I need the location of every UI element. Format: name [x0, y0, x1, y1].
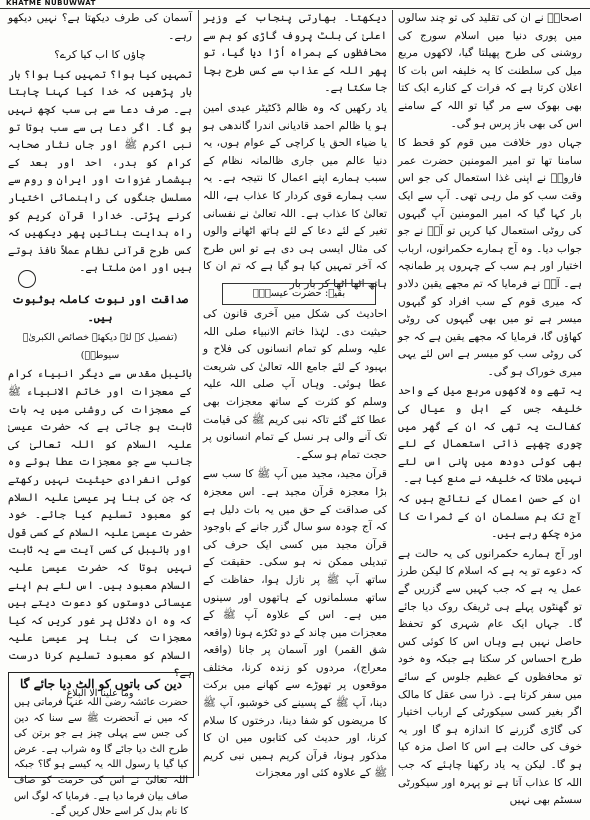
- paragraph: قرآن مجید، مجید میں آپ ﷺ کا سب سے بڑا معجزہ قرآن مجید ہے۔ اس معجزہ کی صداقت کے حق میں یہ بات دلیل ہے کہ آج چودہ سو سال گزر جانے کے باوجود قرآن مجید میں کسی ایک حرف کی تبدیلی ممکن نہ ہو سکی۔ حقیقت کے ساتھ آپ ﷺ پر نازل ہوا، حفاظت کے ساتھ مسلمانوں کے ہاتھوں اور سینوں میں ہے۔ اس کے علاوہ آپ ﷺ کے معجزات میں چاند کے دو ٹکڑے ہونا (واقعہ شق القمر) اور آسمان پر جانا (واقعہ معراج)، مردوں کو زندہ کرنا، مختلف موقعوں پر تھوڑے سے کھانے میں برکت دینا، آپ ﷺ کے پسینے کی خوشبو، آپ ﷺ کا مریضوں کو شفا دینا، درختوں کا سلام کرنا، اور حدیث کی کتابوں میں ان کا مذکور ہونا، قرآن کریم ہمیں نبی کریم ﷺ کے علاوہ کئی اور معجزات: [203, 468, 387, 780]
- masthead-title: KHATME NUBUWWAT: [6, 0, 96, 7]
- paragraph: جہاں دور خلافت میں قوم کو قحط کا سامنا تھا تو امیر المومنین حضرت عمر فاروقؓ نے اپنی غذا استعمال کی جو اس وقت سب کو مل رہی تھی۔ آپ سے ایک بار کہا گیا کہ امیر المومنین آپ گیہوں کی روٹی استعمال کیا کریں تو آپؓ نے جو جواب دیا۔ وہ آج ہمارے حکمرانوں، ارباب اختیار اور ہم سب کے چہروں پر طمانچہ ہے۔ آپؓ نے فرمایا کہ تم مجھے یقین دلادو کہ میری قوم کے سب افراد کو گیہوں میسر ہے تو میں بھی گیہوں کی روٹی کھاؤں گا، فرمایا کہ مجھے یقین ہے کہ جو کی روٹی سب کو میسر ہے اس لئے یہی میری خوراک ہو گی۔: [398, 137, 582, 378]
- section-title: صداقت اور نبوت کاملہ بوثبوت ہیں۔: [11, 294, 189, 324]
- paragraph: بائیبل مقدس سے دیگر انبیاء کرام کے معجزات اور خاتم الانبیاء ﷺ کے معجزات کی روشنی میں یہ بات ثابت ہو جاتی ہے کہ حضرت عیسیٰ علیہ السلام کو اللہ تعالیٰ کی جانب سے جو معجزات عطا ہوئے وہ کوئی انفرادی حیثیت نہیں رکھتے کہ جن کی بنا پر عیسیٰ علیہ السلام کو معبود تسلیم کیا جائے۔ خود حضرت عیسیٰ علیہ السلام کے کسی قول اور بائیبل کی کسی آیت سے یہ ثابت نہیں ہوتا کہ حضرت عیسیٰ علیہ السلام معبود ہیں۔ اس لئے ہم اپنے عیسائی دوستوں کو دعوت دیتے ہیں کہ وہ ان دلائل پر غور کریں کہ کیا معجزات کی بنا پر عیسیٰ علیہ السلام کو معبود تسلیم کرنا درست ہے؟: [8, 368, 192, 680]
- column-right: [398, 10, 582, 807]
- section-subtitle: (تفصیل کے لئے دیکھئے خصائص الکبریٰ۔ سیوطیؒ): [22, 332, 178, 361]
- column-divider: [392, 10, 393, 776]
- column-divider: [198, 10, 199, 776]
- continuation-header: [222, 283, 376, 305]
- paragraph: اصحابؓ نے ان کی تقلید کی تو چند سالوں میں پوری دنیا میں اسلام سورج کی روشنی کی طرح پھیلتا گیا، لاکھوں مربع میل کی سلطنت کا یہ خلیفہ اس بات کا اعلان کرتا ہے کہ فرات کے کنارے ایک کتا بھی بھوک سے مر گیا تو اللہ کے سامنے اس کی بھی باز پرس ہو گی۔: [398, 12, 582, 130]
- column-middle-top: [203, 10, 387, 290]
- circle-ornament-icon: [18, 270, 36, 288]
- paragraph: اور آج ہمارے حکمرانوں کی یہ حالت ہے کہ دعوے تو یہ ہے کہ اسلام کا لیکن طرز عمل یہ ہے کہ جب کہیں سے گزریں گے تو گھنٹوں پہلے ہی ٹریفک روک دیا جائے گا۔ جہاں ایک عام شہری کو تحفظ حاصل نہیں ہے وہاں اس کا کوئی کس طرح احساس کر سکتا ہے جبکہ وہ خود تو محافظوں کے عظیم جلوس کے سائے میں سفر کرتا ہے۔ ذرا سی عقل کا مالک اگر بغیر کسی سیکورٹی کے ارباب اختیار کی گاڑی گزرنے کا اندازہ ہو گا اور یہ خوف کی حالت ہے اس کا اصل مزہ کیا ہو گا۔ لیکن یہ یاد رکھنا چاہئے کہ جب اللہ کا عذاب آتا ہے تو پہرہ اور سیکورٹی سسٹم بھی نہیں: [398, 547, 582, 807]
- paragraph: یاد رکھیں کہ وہ ظالم ڈکٹیٹر عیدی امین ہو یا ظالم احمد قادیانی اندرا گاندھی ہو یا ضیاء الحق یا کراچی کے عوام ہوں، یہ دنیا عالم میں جاری ظالمانہ نظام کے سبب ہمارے اپنے اعمال کا نتیجہ ہے۔ یہ سب ہمارے قوی کردار کا عذاب ہے، اللہ تعالیٰ کا عذاب ہے۔ اللہ تعالیٰ نے نفسانی تغیر کے لئے دعا کے لئے ہاتھ اٹھانے والوں کی مثال ایسی ہی دی ہے تو اس طرح کہ آخر تمہیں کیا ہو گیا ہے کہ تم ان کا ہاتھ اٹھا اٹھا کر بار بار: [203, 101, 387, 290]
- paragraph: تمہیں کیا ہوا؟ تمہیں کیا ہوا؟ بار بار پڑھیں کہ خدا کیا کہنا چاہتا ہے۔ صرف دعا سے ہی سب کچھ نہیں ہو گا۔ اگر دعا ہی سے سب ہوتا تو نبی اکرم ﷺ اور جاں نثار صحابہ کرام کو بدر، احد اور بعد کے بیشمار غزوات اور ایران و روم سے مسلسل جنگوں کی راہنمائی اختیار کرنے پڑتی۔ خدارا قرآن کریم کو راہ ہدایت بنائیں پھر دیکھیں کہ کس طرح قرآنی نظام عملاً نافذ ہوتے ہیں اور امن ملتا ہے۔: [8, 68, 192, 275]
- column-left-top: [8, 10, 192, 275]
- boxed-article-title: دین کی باتوں کو الٹ دیا جائے گا: [20, 677, 182, 691]
- quote-line: آسمان کی طرف دیکھتا ہے؟ نہیں دیکھو رہے۔: [8, 12, 192, 42]
- masthead-bar: [0, 0, 590, 9]
- continuation-label: بقیہ: حضرت عیسیٰؑ: [252, 288, 346, 299]
- closing-line: وما علینا الا البلاغ: [66, 688, 134, 700]
- paragraph: ان کے حسن اعمال کے نتائج ہیں کہ آج تک ہم مسلمان ان کے ثمرات کا مزہ چکھ رہے ہیں۔: [398, 493, 582, 541]
- column-middle-bottom: [203, 306, 387, 780]
- quote-line: چاؤں کا اب کیا کرے؟: [54, 49, 146, 62]
- paragraph: احادیث کی شکل میں آخری قانون کی حیثیت دی۔ لہٰذا خاتم الانبیاء صلی اللہ علیہ وسلم کو تمام انسانوں کی فلاح و بہبود کے لئے جامع اللہ تعالیٰ کی شریعت عطا ہوئی۔ وہاں آپ صلی اللہ علیہ وسلم کو کثرت کے ساتھ معجزات بھی عطا کئے گئے تاکہ نبی کریم ﷺ کی قیامت تک آنے والی ہر نسل کے تمام انسانوں پر حجت تمام ہو سکے۔: [203, 308, 387, 461]
- paragraph: دیکھتا۔ بھارتی پنجاب کے وزیر اعلیٰ کی بلٹ پروف گاڑی کو بم سے محافظوں کے ہمراہ اُڑا دیا گیا، تو پھر اللہ کے عذاب سے کس طرح بچا جا سکتا ہے۔: [203, 12, 387, 95]
- boxed-article: [8, 672, 194, 818]
- boxed-article-text: حضرت عائشہ رضی اللہ عنہا فرماتی ہیں کہ میں نے آنحضرت ﷺ سے سنا کہ دین کی جس سے پہلی چیز ہے جو برتن کی طرح الٹ دیا جائے گا وہ شراب ہے۔ عرض کیا گیا یا رسول اللہ یہ کیسے ہو گا؟ جبکہ اللہ تعالیٰ نے اس کی حرمت کو صاف صاف بیان فرما دیا ہے۔ فرمایا کہ لوگ اس کا نام بدل کر اسے حلال کریں گے۔: [14, 697, 188, 818]
- paragraph: یہ تھے وہ لاکھوں مربع میل کے واحد خلیفہ جس کے اہل و عیال کی کفالت یہ تھی کہ ان کے گھر میں چوری چھپے ذاتی استعمال کے لئے بھی کوئی دودھ میں پانی اس لئے نہیں ملاتا کہ خلیفہ نے منع کیا ہے۔: [398, 385, 582, 486]
